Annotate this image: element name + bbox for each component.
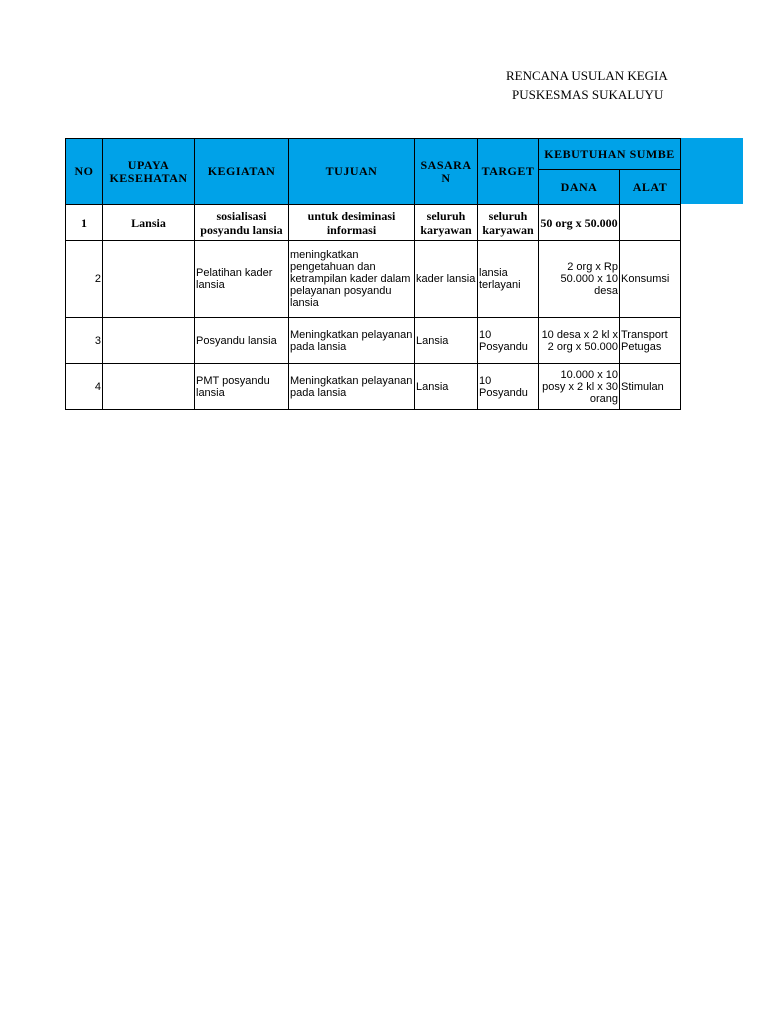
title-line-1: RENCANA USULAN KEGIA: [506, 68, 668, 83]
cell-sasaran: seluruh karyawan: [415, 205, 478, 241]
table-row: [66, 205, 681, 241]
cell-alat: Konsumsi: [620, 241, 681, 318]
cell-no: 1: [66, 205, 103, 241]
col-header-tujuan: TUJUAN: [289, 139, 415, 205]
cell-upaya: [103, 364, 195, 410]
col-header-dana: DANA: [539, 170, 620, 205]
col-header-target: TARGET: [478, 139, 539, 205]
table-header-row: [66, 139, 681, 170]
cell-alat: [620, 205, 681, 241]
table-row: [66, 318, 681, 364]
title-line-2: PUSKESMAS SUKALUYU: [512, 87, 664, 102]
col-header-upaya-kesehatan: UPAYA KESEHATAN: [103, 139, 195, 205]
cell-kegiatan: PMT posyandu lansia: [195, 364, 289, 410]
cell-sasaran: kader lansia: [415, 241, 478, 318]
col-header-kegiatan: KEGIATAN: [195, 139, 289, 205]
table-row: [66, 241, 681, 318]
cell-dana: 10.000 x 10 posy x 2 kl x 30 orang: [539, 364, 620, 410]
cell-tujuan: Meningkatkan pelayanan pada lansia: [289, 364, 415, 410]
cell-target: 10 Posyandu: [478, 364, 539, 410]
cell-upaya: [103, 318, 195, 364]
document-title: [490, 66, 710, 104]
cell-kegiatan: sosialisasi posyandu lansia: [195, 205, 289, 241]
col-header-no: NO: [66, 139, 103, 205]
cell-dana: 2 org x Rp 50.000 x 10 desa: [539, 241, 620, 318]
col-header-alat: ALAT: [620, 170, 681, 205]
cell-sasaran: Lansia: [415, 318, 478, 364]
table-row: [66, 364, 681, 410]
cell-no: 2: [66, 241, 103, 318]
col-header-kebutuhan-sumber: KEBUTUHAN SUMBE: [539, 139, 681, 170]
cell-kegiatan: Pelatihan kader lansia: [195, 241, 289, 318]
cell-dana: 50 org x 50.000: [539, 205, 620, 241]
cell-target: lansia terlayani: [478, 241, 539, 318]
cell-sasaran: Lansia: [415, 364, 478, 410]
cell-tujuan: meningkatkan pengetahuan dan ketrampilan kader dalam pelayanan posyandu lansia: [289, 241, 415, 318]
cell-alat: Stimulan: [620, 364, 681, 410]
cell-kegiatan: Posyandu lansia: [195, 318, 289, 364]
cell-upaya: Lansia: [103, 205, 195, 241]
cell-no: 3: [66, 318, 103, 364]
cell-alat: Transport Petugas: [620, 318, 681, 364]
header-fill-overflow: [680, 138, 743, 204]
cell-tujuan: untuk desiminasi informasi: [289, 205, 415, 241]
rencana-usulan-table: [65, 138, 681, 410]
cell-target: 10 Posyandu: [478, 318, 539, 364]
cell-upaya: [103, 241, 195, 318]
col-header-sasaran: SASARA N: [415, 139, 478, 205]
cell-no: 4: [66, 364, 103, 410]
cell-dana: 10 desa x 2 kl x 2 org x 50.000: [539, 318, 620, 364]
cell-tujuan: Meningkatkan pelayanan pada lansia: [289, 318, 415, 364]
cell-target: seluruh karyawan: [478, 205, 539, 241]
